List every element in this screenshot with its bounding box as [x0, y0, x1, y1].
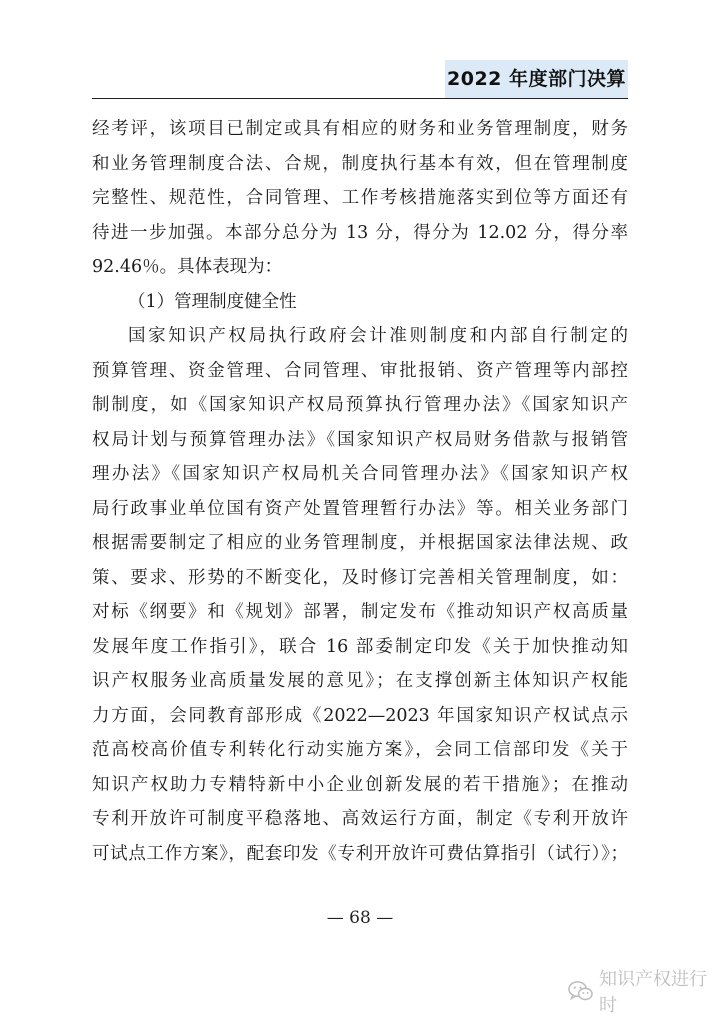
page-number: — 68 —: [326, 908, 394, 928]
paragraph-line: 策、要求、形势的不断变化，及时修订完善相关管理制度，如：: [92, 567, 628, 588]
paragraph-line: 国家知识产权局执行政府会计准则制度和内部自行制定的: [128, 326, 628, 346]
paragraph-line: 专利开放许可制度平稳落地、高效运行方面，制定《专利开放许: [92, 809, 628, 829]
paragraph-line: 范高校高价值专利转化行动实施方案》，会同工信部印发《关于: [92, 740, 628, 760]
section-heading: （1）管理制度健全性: [128, 291, 297, 312]
paragraph-line: 经考评，该项目已制定或具有相应的财务和业务管理制度，财务: [92, 119, 628, 139]
document-body: [92, 112, 628, 871]
paragraph-line: 局行政事业单位国有资产处置管理暂行办法》等。相关业务部门: [92, 498, 628, 519]
paragraph-line: 92.46％。具体表现为：: [92, 257, 283, 277]
paragraph-line: 待进一步加强。本部分总分为 13 分，得分为 12.02 分，得分率: [92, 222, 628, 243]
paragraph-line: 制制度，如《国家知识产权局预算执行管理办法》《国家知识产: [92, 395, 628, 415]
watermark: [568, 969, 720, 1016]
header-title: 2022 年度部门决算: [447, 68, 626, 90]
watermark-text: 知识产权进行时: [598, 969, 707, 1016]
paragraph-line: 发展年度工作指引》，联合 16 部委制定印发《关于加快推动知: [92, 636, 628, 657]
paragraph-line: 权局计划与预算管理办法》《国家知识产权局财务借款与报销管: [92, 429, 628, 450]
paragraph-line: 知识产权助力专精特新中小企业创新发展的若干措施》；在推动: [92, 774, 628, 795]
paragraph-line: 可试点工作方案》，配套印发《专利开放许可费估算指引（试行）》；: [92, 843, 628, 864]
paragraph-line: 对标《纲要》和《规划》部署，制定发布《推动知识产权高质量: [92, 602, 628, 622]
header-divider: [92, 98, 628, 99]
paragraph-line: 完整性、规范性，合同管理、工作考核措施落实到位等方面还有: [92, 188, 628, 208]
paragraph-line: 识产权服务业高质量发展的意见》；在支撑创新主体知识产权能: [92, 671, 628, 691]
paragraph-line: 力方面，会同教育部形成《2022—2023 年国家知识产权试点示: [92, 705, 628, 726]
wechat-icon: [568, 980, 593, 1002]
paragraph-line: 和业务管理制度合法、合规，制度执行基本有效，但在管理制度: [92, 153, 628, 174]
paragraph-line: 预算管理、资金管理、合同管理、审批报销、资产管理等内部控: [92, 360, 628, 381]
paragraph-line: 理办法》《国家知识产权局机关合同管理办法》《国家知识产权: [92, 464, 628, 484]
paragraph-line: 根据需要制定了相应的业务管理制度，并根据国家法律法规、政: [92, 533, 628, 553]
